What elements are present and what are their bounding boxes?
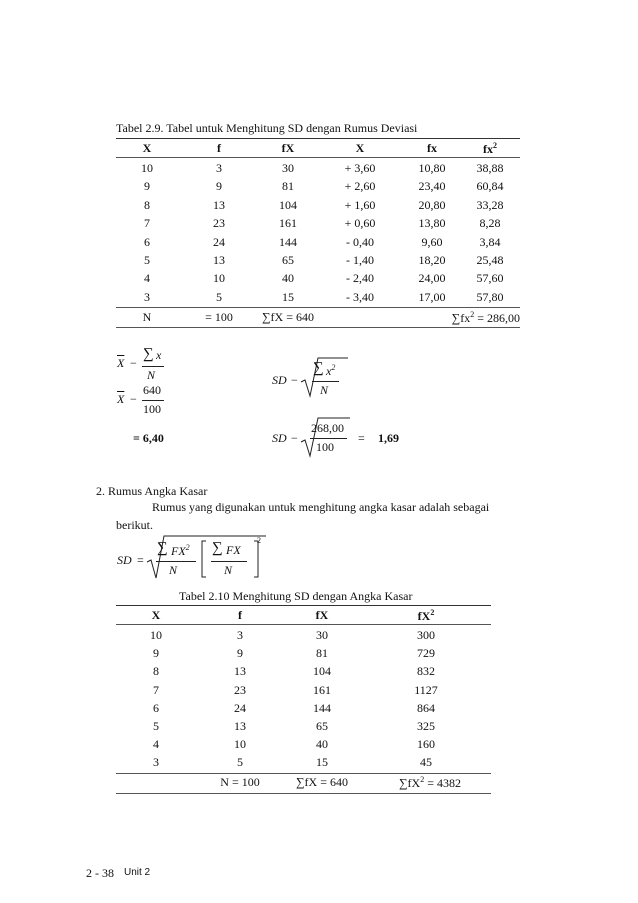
sd-denominator-n: N [320, 383, 329, 397]
table-cell: 9 [216, 179, 222, 194]
table-cell: - 1,40 [346, 253, 374, 267]
raw-fraction-bar-1 [156, 561, 196, 562]
table2-header-fx: fX [315, 608, 329, 622]
table-cell: 10 [150, 628, 162, 642]
table-cell: - 3,40 [346, 289, 374, 304]
table-cell: 7 [144, 216, 150, 231]
table-cell: 3 [153, 755, 159, 770]
table-cell: 3 [216, 161, 222, 175]
table-cell: 10 [234, 737, 246, 752]
table-cell: 864 [417, 700, 435, 715]
table-cell: 23,40 [418, 179, 446, 194]
raw-numerator-fx: FX [226, 543, 241, 557]
table-cell: 24,00 [418, 271, 446, 286]
table-cell: 4 [144, 271, 150, 286]
table1-header-f: f [217, 141, 221, 155]
sd-fraction-bar-2 [310, 438, 347, 439]
table1-footer-fx2: $\sum fx^2 = 286,00$ [451, 310, 520, 325]
table-row [0, 755, 638, 773]
page-number: 2 - 38 [86, 866, 114, 880]
table-cell: 160 [417, 737, 435, 752]
table-cell: 161 [279, 216, 297, 231]
sd-minus-1: − [291, 373, 298, 387]
table-cell: 30 [316, 628, 328, 642]
table-cell: 13,80 [418, 216, 446, 231]
table-cell: + 0,60 [344, 216, 376, 231]
table-cell: 15 [316, 755, 328, 770]
table-cell: 144 [313, 700, 331, 715]
table1-header-dev: X [355, 141, 365, 155]
table-cell: - 2,40 [346, 271, 374, 286]
table2-caption: Tabel 2.10 Menghitung SD dengan Angka Kasar [179, 589, 413, 603]
table2-footer-fx2: $\sum fX^2 = 4382$ [399, 775, 461, 790]
table-cell: 10 [141, 161, 153, 175]
table-cell: 300 [417, 628, 435, 642]
table-cell: 23 [213, 216, 225, 231]
table-cell: 65 [316, 719, 328, 733]
raw-fraction-bar-2 [211, 561, 247, 562]
table-cell: - 0,40 [346, 234, 374, 249]
table-row [0, 179, 638, 197]
mean-denominator-n: N [147, 368, 156, 382]
table1-header-rule [116, 157, 520, 158]
table1-header-fx: fX [281, 141, 295, 155]
table-cell: 3,84 [479, 234, 501, 249]
mean-minus-2: − [130, 392, 137, 406]
table-cell: 10 [213, 271, 225, 286]
table-cell: 325 [417, 719, 435, 733]
mean-minus-1: − [130, 356, 137, 370]
table2-header-x: X [151, 608, 161, 622]
table-cell: 38,88 [476, 161, 504, 175]
table-row [0, 737, 638, 755]
table-row [0, 198, 638, 216]
table-cell: 9 [144, 179, 150, 194]
mean-numerator-640: 640 [143, 383, 161, 397]
raw-outer-exponent: 2 [257, 536, 261, 545]
mean-result: = 6,40 [133, 431, 164, 445]
table-cell: 5 [144, 253, 150, 267]
raw-denominator-n-2: N [224, 563, 233, 577]
table-cell: 5 [153, 719, 159, 733]
mean-denominator-100: 100 [143, 402, 161, 416]
table1-top-rule [116, 138, 520, 139]
table-row [0, 235, 638, 253]
table-cell: 1127 [414, 682, 438, 697]
mean-numerator-x: x [156, 348, 162, 362]
table-cell: 30 [282, 161, 294, 175]
sd-minus-2: − [291, 431, 298, 445]
raw-numerator-fx2: $FX^2$ [171, 543, 190, 558]
table-row [0, 161, 638, 179]
table-cell: 9,60 [421, 234, 443, 249]
table-cell: + 3,60 [344, 161, 376, 175]
table-cell: 17,00 [418, 289, 446, 304]
table1-footer-fx: ∑fX = 640 [262, 310, 314, 324]
table-cell: 57,80 [476, 289, 504, 304]
sd-denominator-100: 100 [316, 440, 334, 454]
table-cell: 10,80 [418, 161, 446, 175]
table-cell: 40 [282, 271, 294, 286]
table-cell: 45 [420, 755, 432, 770]
table-cell: 8,28 [479, 216, 501, 231]
table1-footer-f: = 100 [205, 310, 233, 324]
table-cell: 8 [153, 664, 159, 679]
table-cell: 23 [234, 682, 246, 697]
sd-equals: = [358, 431, 365, 445]
table-cell: 20,80 [418, 197, 446, 212]
sigma-symbol: ∑ [143, 346, 154, 362]
table-cell: 13 [234, 719, 246, 733]
table-cell: 60,84 [476, 179, 504, 194]
table-cell: 13 [234, 664, 246, 679]
table1-caption: Tabel 2.9. Tabel untuk Menghitung SD dengan Rumus Deviasi [116, 121, 418, 135]
table-cell: 729 [417, 646, 435, 661]
sd-label-2: SD [272, 431, 287, 445]
section-2-heading: 2. Rumus Angka Kasar [96, 484, 208, 498]
table-cell: 57,60 [476, 271, 504, 286]
sd-result: 1,69 [378, 431, 399, 445]
raw-sd-label: SD [117, 553, 132, 567]
table-row [0, 701, 638, 719]
unit-label: Unit 2 [124, 867, 151, 878]
table-cell: 13 [213, 197, 225, 212]
table-cell: 161 [313, 682, 331, 697]
sd-sigma-1: ∑ [313, 360, 324, 376]
raw-sigma-2: ∑ [212, 540, 223, 556]
table1-header-fdev: fx [427, 141, 437, 155]
table2-bottom-rule [116, 793, 491, 794]
table-cell: 5 [216, 289, 222, 304]
sd-numerator-268: 268,00 [311, 421, 344, 435]
table-row [0, 253, 638, 271]
table-cell: 18,20 [418, 253, 446, 267]
table-row [0, 290, 638, 308]
table2-top-rule [116, 605, 491, 606]
table2-footer-fx: ∑fX = 640 [296, 775, 348, 789]
mean-symbol-1: $\overline{X}$ [117, 356, 125, 370]
table-cell: 8 [144, 197, 150, 212]
table-cell: + 2,60 [344, 179, 376, 194]
table-cell: 104 [313, 664, 331, 679]
table2-header-f: f [238, 608, 242, 622]
table-cell: 6 [153, 700, 159, 715]
table-cell: 40 [316, 737, 328, 752]
raw-sigma-1: ∑ [157, 540, 168, 556]
mean-fraction-bar-1 [142, 366, 164, 367]
table1-header-fx2: $fx^2$ [483, 141, 497, 156]
table-cell: 9 [153, 646, 159, 661]
table-row [0, 646, 638, 664]
table-cell: 7 [153, 682, 159, 697]
table2-footer-rule [116, 773, 491, 774]
table1-footer-rule [116, 307, 520, 308]
table-row [0, 628, 638, 646]
mean-symbol-2: $\overline{X}$ [117, 392, 125, 406]
table2-footer-row [0, 775, 638, 793]
table-cell: 3 [237, 628, 243, 642]
table-cell: 6 [144, 234, 150, 249]
table-cell: 13 [213, 253, 225, 267]
table-cell: 5 [237, 755, 243, 770]
table-cell: 9 [237, 646, 243, 661]
table1-footer-n: N [142, 310, 152, 324]
table-cell: + 1,60 [344, 197, 376, 212]
table-cell: 3 [144, 289, 150, 304]
section-2-paragraph-line-1: Rumus yang digunakan untuk menghitung angka kasar adalah sebagai [152, 500, 490, 514]
table1-bottom-rule [116, 327, 520, 328]
table-row [0, 683, 638, 701]
table-cell: 104 [279, 197, 297, 212]
mean-fraction-bar-2 [142, 400, 164, 401]
table1-header-x: X [142, 141, 152, 155]
table-cell: 33,28 [476, 197, 504, 212]
table-row [0, 216, 638, 234]
raw-sd-equals: = [137, 553, 144, 567]
table-cell: 832 [417, 664, 435, 679]
table2-footer-n: N = 100 [220, 775, 260, 789]
sd-fraction-bar-1 [312, 381, 339, 382]
table-cell: 81 [316, 646, 328, 661]
table-row [0, 719, 638, 737]
section-2-paragraph-line-2: berikut. [116, 518, 153, 532]
table2-header-fx2: $fX^2$ [417, 608, 435, 623]
table-cell: 144 [279, 234, 297, 249]
table-cell: 24 [213, 234, 225, 249]
table-cell: 25,48 [476, 253, 504, 267]
sd-numerator-x2: $x^2$ [326, 363, 336, 378]
table2-header-rule [116, 624, 491, 625]
table-cell: 81 [282, 179, 294, 194]
sd-label-1: SD [272, 373, 287, 387]
table-cell: 24 [234, 700, 246, 715]
table1-footer-row [0, 310, 638, 328]
table-row [0, 664, 638, 682]
table-cell: 65 [282, 253, 294, 267]
table-cell: 4 [153, 737, 159, 752]
table-row [0, 271, 638, 289]
raw-denominator-n-1: N [169, 563, 178, 577]
table-cell: 15 [282, 289, 294, 304]
